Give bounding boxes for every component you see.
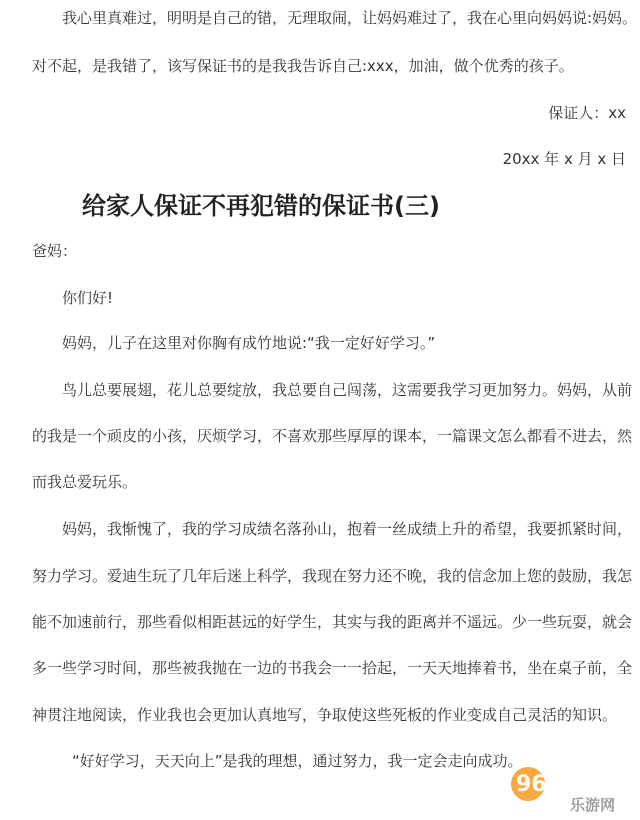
site-watermark-logo (508, 760, 634, 816)
paragraph-3-line-2: 努力学习。爱迪生玩了几年后迷上科学，我现在努力还不晚，我的信念加上您的鼓励，我怎 (32, 567, 633, 585)
paragraph-3-line-3: 能不加速前行，那些看似相距甚远的好学生，其实与我的距离并不遥远。少一些玩耍，就会 (32, 613, 633, 631)
paragraph-3-line-1: 妈妈，我惭愧了，我的学习成绩名落孙山，抱着一丝成绩上升的希望，我要抓紧时间， (62, 520, 633, 538)
document-title: 给家人保证不再犯错的保证书(三) (82, 192, 440, 220)
paragraph-1: 妈妈，儿子在这里对你胸有成竹地说:“我一定好好学习。” (62, 334, 436, 352)
salutation: 爸妈： (32, 242, 78, 260)
intro-line-2: 对不起，是我错了，该写保证书的是我我告诉自己:xxx，加油，做个优秀的孩子。 (32, 57, 574, 75)
paragraph-2-line-3: 而我总爱玩乐。 (32, 473, 138, 491)
signer-line: 保证人：xx (548, 104, 626, 122)
paragraph-2-line-1: 鸟儿总要展翅，花儿总要绽放，我总要自己闯荡，这需要我学习更加努力。妈妈，从前 (62, 381, 633, 399)
paragraph-2-line-2: 的我是一个顽皮的小孩，厌烦学习，不喜欢那些厚厚的课本，一篇课文怎么都看不进去，然 (32, 427, 633, 445)
intro-line-1: 我心里真难过，明明是自己的错，无理取闹，让妈妈难过了，我在心里向妈妈说:妈妈。 (62, 9, 638, 27)
paragraph-3-line-5: 神贯注地阅读，作业我也会更加认真地写，争取使这些死板的作业变成自己灵活的知识。 (32, 706, 618, 724)
date-line: 20xx 年 x 月 x 日 (502, 150, 626, 168)
watermark-brand-text: 962.NET (516, 772, 619, 797)
watermark-tagline-text: 乐游网 (570, 796, 616, 814)
greeting: 你们好! (62, 289, 114, 307)
paragraph-4: “好好学习，天天向上”是我的理想，通过努力，我一定会走向成功。 (72, 752, 523, 770)
paragraph-3-line-4: 多一些学习时间，那些被我抛在一边的书我会一一拾起，一天天地捧着书，坐在桌子前，全 (32, 659, 633, 677)
watermark-logo-icon (508, 760, 634, 816)
